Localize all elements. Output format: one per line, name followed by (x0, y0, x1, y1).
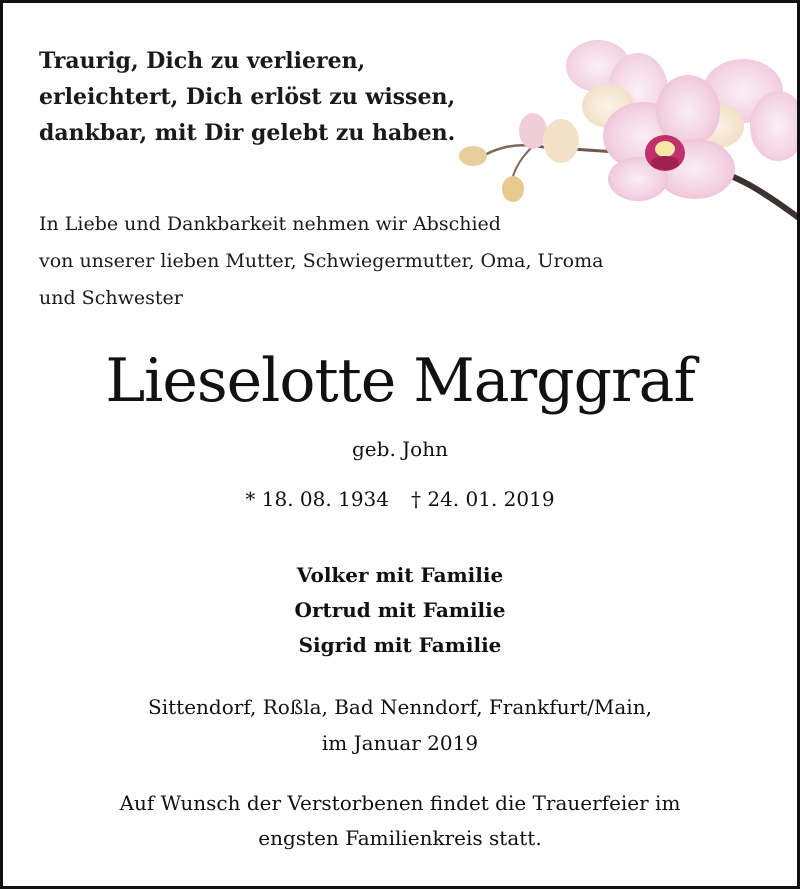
birth-date: * 18. 08. 1934 (245, 487, 389, 511)
note-line: engsten Familienkreis statt. (258, 826, 542, 850)
note-line: Auf Wunsch der Verstorbenen findet die Trauerfeier im (119, 791, 681, 815)
date-line: im Januar 2019 (321, 731, 479, 755)
life-dates (3, 484, 797, 514)
intro-line: In Liebe und Dankbarkeit nehmen wir Abschied (39, 213, 501, 235)
poem (39, 43, 455, 151)
intro-line: von unserer lieben Mutter, Schwiegermutter, Oma, Uroma (39, 250, 604, 272)
place-line: Sittendorf, Roßla, Bad Nenndorf, Frankfurt/Main, (148, 695, 652, 719)
poem-line: dankbar, mit Dir gelebt zu haben. (39, 120, 456, 146)
family-member: Ortrud mit Familie (294, 598, 506, 622)
family-list (3, 558, 797, 663)
poem-line: erleichtert, Dich erlöst zu wissen, (39, 84, 456, 110)
intro-line: und Schwester (39, 287, 183, 309)
poem-line: Traurig, Dich zu verlieren, (39, 48, 366, 74)
death-date: † 24. 01. 2019 (411, 487, 555, 511)
birth-name: geb. John (352, 437, 448, 461)
family-member: Volker mit Familie (296, 563, 504, 587)
deceased-name: Lieselotte Marggraf (105, 346, 695, 416)
intro-text (39, 206, 603, 317)
family-member: Sigrid mit Familie (298, 633, 502, 657)
